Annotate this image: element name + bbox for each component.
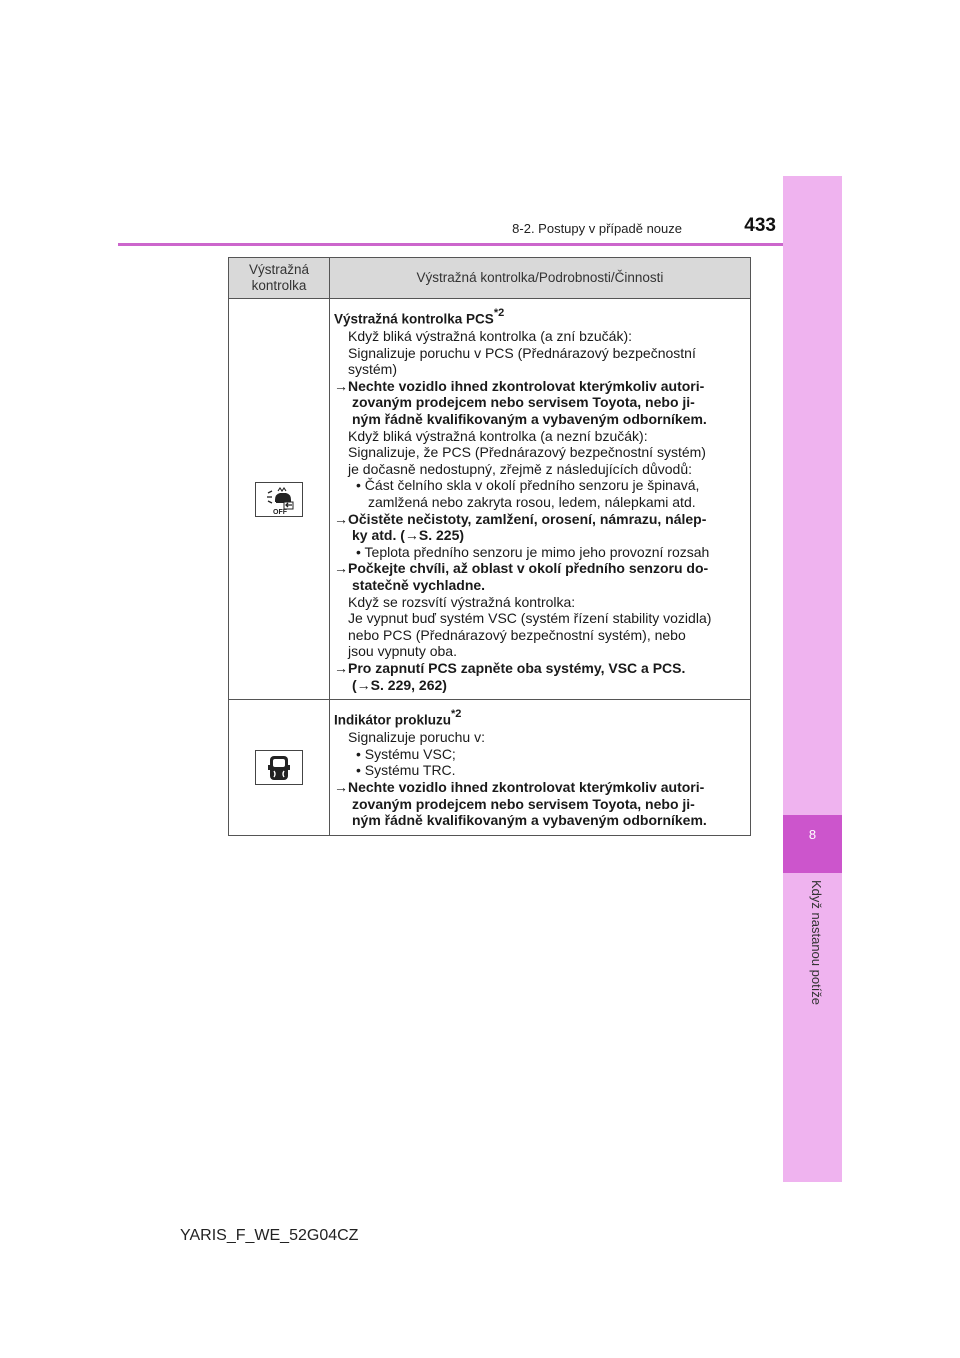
detail-line: Když bliká výstražná kontrolka (a zní bzučák): [348,328,633,345]
arrow-icon: → [334,377,348,394]
page-ref-link[interactable]: S. 229, 262) [370,676,447,693]
bullet-icon: • [356,745,365,762]
detail-line: Signalizuje poruchu v PCS (Přednárazový bezpečnostní [348,344,696,361]
detail-line: Když se rozsvítí výstražná kontrolka: [348,593,576,610]
table-header-row [229,258,751,299]
bullet-item: • Teplota předního senzoru je mimo jeho provozní rozsah [356,543,710,560]
action-line: statečně vychladne. [352,577,486,593]
chapter-number: 8 [808,827,817,842]
arrow-icon: → [334,779,348,796]
arrow-icon: → [334,659,348,676]
detail-line: Když bliká výstražná kontrolka (a nezní bzučák): [348,427,648,444]
detail-line: systém) [348,361,397,378]
detail-line: Signalizuje poruchu v: [348,729,485,746]
page-number: 433 [744,215,776,236]
row-title: Výstražná kontrolka PCS$^{*2}$ [334,307,505,327]
bullet-item: • Systému VSC; [356,745,456,762]
action-line: →Nechte vozidlo ihned zkontrolovat kterýmkoliv autori- [334,779,705,796]
svg-text:OFF: OFF [273,508,287,516]
chapter-tab-active [783,815,842,873]
arrow-icon: → [404,527,419,544]
action-line: (→S. 229, 262) [352,676,447,693]
action-line: →Očistěte nečistoty, zamlžení, orosení, námrazu, nálep- [334,510,707,527]
page-ref-link[interactable]: S. 225) [418,527,465,544]
table-row [229,299,751,700]
detail-line: nebo PCS (Přednárazový bezpečnostní systém), nebo [348,626,686,643]
bullet-icon: • [356,543,365,560]
action-line: zovaným prodejcem nebo servisem Toyota, nebo ji- [352,795,695,812]
action-line: →Počkejte chvíli, až oblast v okolí předního senzoru do- [334,560,709,577]
detail-line: Je vypnut buď systém VSC (systém řízení stability vozidla) [348,610,712,627]
slip-indicator-icon [255,750,303,785]
pcs-off-warning-icon [255,482,303,517]
section-title: 8-2. Postupy v případě nouze [512,221,682,236]
arrow-icon: → [356,676,371,693]
bullet-item: • Část čelního skla v okolí předního senzoru je špinavá, [356,477,700,494]
bullet-icon: • [356,477,365,494]
bullet-item: • Systému TRC. [356,762,456,779]
action-line: zovaným prodejcem nebo servisem Toyota, nebo ji- [352,394,695,411]
header-rule [118,243,783,246]
action-line: →Nechte vozidlo ihned zkontrolovat kterýmkoliv autori- [334,377,705,394]
action-line: ky atd. (→S. 225) [352,527,465,544]
chapter-title: Když nastanou potíže [809,880,824,1006]
detail-line: jsou vypnuty oba. [348,643,457,660]
action-line: ným řádně kvalifikovaným a vybaveným odborníkem. [352,812,707,829]
icon-cell [229,299,330,700]
bullet-continuation: zamlžená nebo zakryta rosou, ledem, nálepkami atd. [368,494,696,511]
icon-cell [229,700,330,836]
chapter-tab-strip [783,176,842,1182]
column-header-light: Výstražná kontrolka [229,258,330,299]
column-header-details: Výstražná kontrolka/Podrobnosti/Činnosti [330,258,751,299]
arrow-icon: → [334,510,348,527]
warning-light-table [228,257,751,836]
details-cell [330,299,751,700]
action-line: ným řádně kvalifikovaným a vybaveným odborníkem. [352,411,707,428]
row-title: Indikátor prokluzu$^{*2}$ [334,708,462,728]
detail-line: je dočasně nedostupný, zřejmě z následujících důvodů: [348,460,692,477]
bullet-icon: • [356,762,365,779]
detail-line: Signalizuje, že PCS (Přednárazový bezpečnostní systém) [348,444,706,461]
arrow-icon: → [334,560,348,577]
details-cell [330,700,751,836]
document-code: YARIS_F_WE_52G04CZ [180,1227,359,1244]
action-line: →Pro zapnutí PCS zapněte oba systémy, VSC a PCS. [334,659,686,676]
table-row [229,700,751,836]
